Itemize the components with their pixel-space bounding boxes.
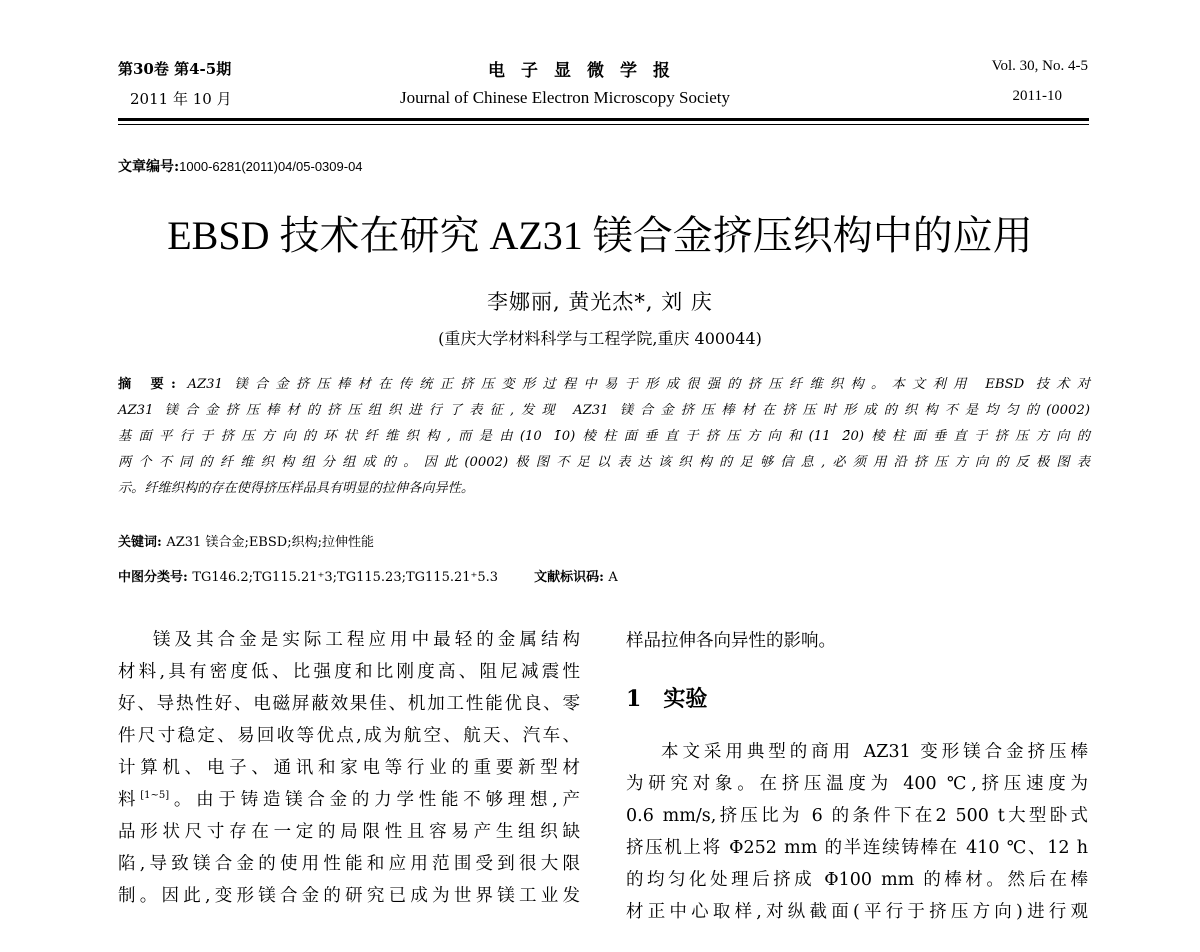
volume-issue-en: Vol. 30, No. 4-5	[991, 58, 1088, 74]
body-line: 计算机、电子、通讯和家电等行业的重要新型材	[118, 758, 580, 778]
abstract-line: 两个不同的纤维织构组分组成的。因此(0002)极图不足以表达该织构的足够信息,必须用沿挤压方向的反极图表	[118, 455, 1090, 470]
abstract	[118, 372, 1090, 502]
body-line: 材正中心取样,对纵截面(平行于挤压方向)进行观	[626, 902, 1088, 922]
doc-code-label: 文献标识码:	[534, 570, 604, 585]
journal-title-en: Journal of Chinese Electron Microscopy Society	[400, 88, 731, 107]
journal-title-cn: 电子显微学报	[488, 61, 686, 81]
body-line: 材料,具有密度低、比强度和比刚度高、阻尼减震性	[118, 662, 580, 682]
abstract-label: 摘 要:	[118, 377, 176, 392]
body-line: 0.6 mm/s,挤压比为 6 的条件下在2 500 t大型卧式	[626, 806, 1088, 826]
doc-code-value: A	[608, 570, 618, 585]
body-line: 好、导热性好、电磁屏蔽效果佳、机加工性能优良、零	[118, 694, 580, 714]
citation: [1~5]	[140, 790, 170, 802]
abstract-line: 摘 要: AZ31 镁合金挤压棒材在传统正挤压变形过程中易于形成很强的挤压纤维织构。本文利用 EBSD 技术对	[118, 377, 1090, 392]
keywords	[118, 531, 374, 550]
body-line: 的均匀化处理后挤成 Φ100 mm 的棒材。然后在棒	[626, 870, 1088, 890]
body-line: 挤压机上将 Φ252 mm 的半连续铸棒在 410 ℃、12 h	[626, 838, 1088, 858]
right-intro-line: 样品拉伸各向异性的影响。	[626, 631, 836, 651]
classification-label: 中图分类号:	[118, 570, 188, 585]
body-line: 本文采用典型的商用 AZ31 变形镁合金挤压棒	[661, 742, 1088, 762]
authors: 李娜丽, 黄光杰*, 刘 庆	[487, 290, 713, 314]
classification	[118, 566, 618, 585]
volume-issue-cn: 第30卷 第4-5期	[118, 60, 232, 78]
header-rule-thick	[118, 118, 1089, 121]
section-heading	[626, 682, 707, 713]
abstract-line: 基面平行于挤压方向的环状纤维织构,而是由(10 1̄0)棱柱面垂直于挤压方向和(11 2̄0)棱柱面垂直于挤压方向的	[118, 429, 1090, 444]
article-number	[118, 156, 363, 176]
header-rule-thin	[118, 124, 1089, 125]
body-line: 品形状尺寸存在一定的局限性且容易产生组织缺	[118, 822, 580, 842]
affiliation: (重庆大学材料科学与工程学院,重庆 400044)	[438, 329, 762, 348]
section-number: 1	[626, 686, 642, 712]
article-number-label: 文章编号:	[118, 159, 180, 175]
keywords-label: 关键词:	[118, 535, 162, 550]
left-column	[118, 624, 580, 912]
date-cn: 2011 年 10 月	[130, 90, 232, 108]
keywords-value: AZ31 镁合金;EBSD;织构;拉伸性能	[166, 535, 374, 550]
body-line: 料[1~5]。由于铸造镁合金的力学性能不够理想,产	[118, 790, 581, 810]
body-line: 镁及其合金是实际工程应用中最轻的金属结构	[153, 630, 580, 650]
section-title: 实验	[663, 686, 708, 712]
abstract-line: 示。纤维织构的存在使得挤压样品具有明显的拉伸各向异性。	[118, 481, 475, 496]
article-number-value: 1000-6281(2011)04/05-0309-04	[179, 159, 363, 174]
paper-title: EBSD 技术在研究 AZ31 镁合金挤压织构中的应用	[167, 213, 1033, 258]
body-line: 件尺寸稳定、易回收等优点,成为航空、航天、汽车、	[118, 726, 580, 746]
body-line: 制。因此,变形镁合金的研究已成为世界镁工业发	[118, 886, 580, 906]
date-en: 2011-10	[1012, 88, 1062, 104]
body-line: 为研究对象。在挤压温度为 400 ℃,挤压速度为	[626, 774, 1088, 794]
body-line: 陷,导致镁合金的使用性能和应用范围受到很大限	[118, 854, 580, 874]
right-column	[626, 736, 1088, 928]
classification-value: TG146.2;TG115.21⁺3;TG115.23;TG115.21⁺5.3	[192, 570, 499, 585]
abstract-line: AZ31 镁合金挤压棒材的挤压组织进行了表征,发现 AZ31 镁合金挤压棒材在挤压时形成的织构不是均匀的(0002)	[118, 403, 1090, 418]
